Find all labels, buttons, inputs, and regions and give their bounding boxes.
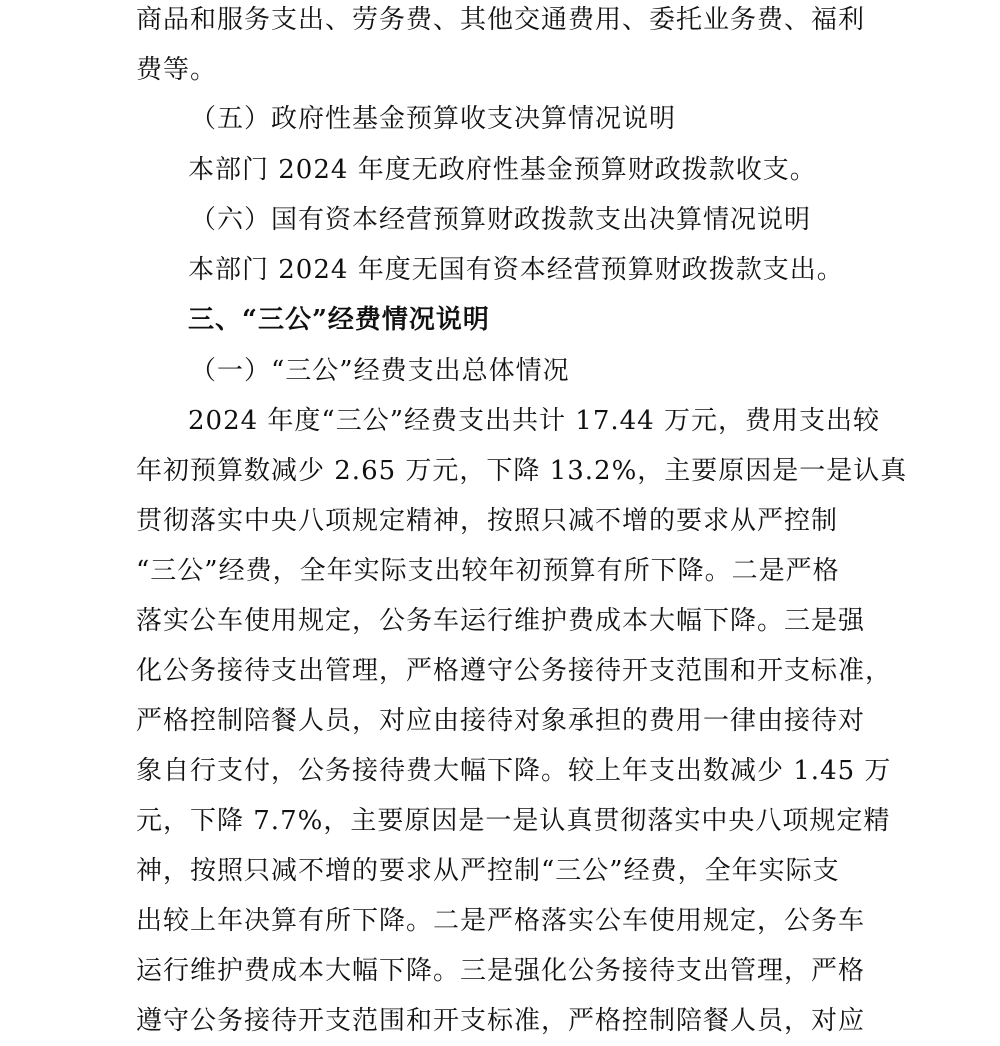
paragraph-line: 落实公车使用规定，公务车运行维护费成本大幅下降。三是强 — [136, 606, 866, 636]
paragraph-line: 本部门 2024 年度无政府性基金预算财政拨款收支。 — [188, 155, 817, 185]
paragraph-line: “三公”经费，全年实际支出较年初预算有所下降。二是严格 — [136, 556, 840, 586]
paragraph-line: 年初预算数减少 2.65 万元，下降 13.2%，主要原因是一是认真 — [136, 456, 908, 486]
section-heading-three-public: 三、“三公”经费情况说明 — [188, 305, 490, 335]
section-heading-five: （五）政府性基金预算收支决算情况说明 — [190, 104, 677, 134]
paragraph-line: 化公务接待支出管理，严格遵守公务接待开支范围和开支标准， — [136, 656, 893, 686]
paragraph-line: 商品和服务支出、劳务费、其他交通费用、委托业务费、福利 — [136, 5, 866, 35]
paragraph-line: 运行维护费成本大幅下降。三是强化公务接待支出管理，严格 — [136, 956, 866, 986]
paragraph-line: 2024 年度“三公”经费支出共计 17.44 万元，费用支出较 — [188, 406, 880, 436]
paragraph-line: 费等。 — [136, 55, 218, 85]
subsection-heading-one: （一）“三公”经费支出总体情况 — [190, 356, 570, 386]
paragraph-line: 出较上年决算有所下降。二是严格落实公车使用规定，公务车 — [136, 906, 866, 936]
paragraph-line: 神，按照只减不增的要求从严控制“三公”经费，全年实际支 — [136, 856, 840, 886]
paragraph-line: 元，下降 7.7%，主要原因是一是认真贯彻落实中央八项规定精 — [136, 806, 891, 836]
paragraph-line: 贯彻落实中央八项规定精神，按照只减不增的要求从严控制 — [136, 506, 839, 536]
section-heading-six: （六）国有资本经营预算财政拨款支出决算情况说明 — [190, 205, 812, 235]
paragraph-line: 遵守公务接待开支范围和开支标准，严格控制陪餐人员，对应 — [136, 1006, 866, 1036]
paragraph-line: 象自行支付，公务接待费大幅下降。较上年支出数减少 1.45 万 — [136, 756, 892, 786]
paragraph-line: 本部门 2024 年度无国有资本经营预算财政拨款支出。 — [188, 255, 844, 285]
paragraph-line: 严格控制陪餐人员，对应由接待对象承担的费用一律由接待对 — [136, 706, 866, 736]
